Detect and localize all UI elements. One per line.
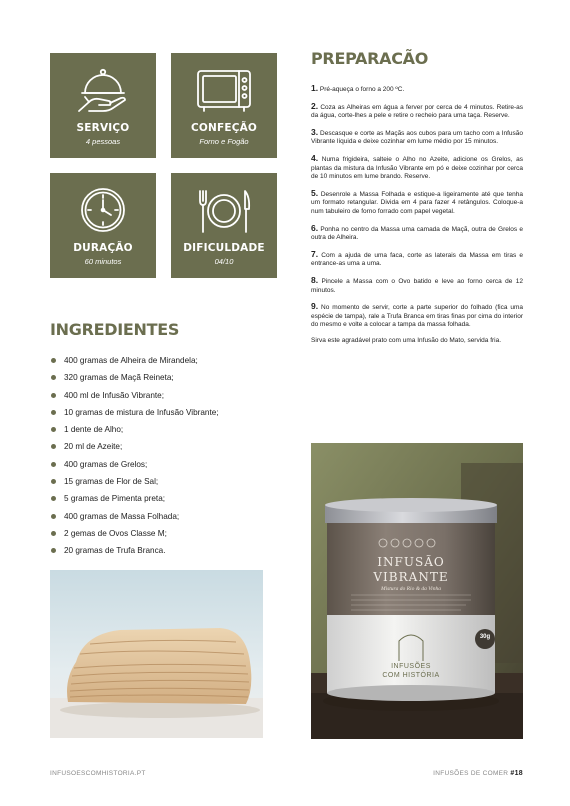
step-text: Coza as Alheiras em água a ferver por cerca de 4 minutos. Retire-as da água, corte-lhes a pele e retire o recheio para uma taça. Reserve. [311, 103, 523, 120]
step-paragraph [311, 128, 523, 147]
serving-cloche-icon [50, 65, 156, 117]
ingredients-list [50, 352, 270, 560]
tin-name-line1: INFUSÃO [377, 555, 445, 569]
step-paragraph [311, 302, 523, 330]
list-item: 400 gramas de Grelos; [50, 456, 270, 473]
list-item: 320 gramas de Maçã Reineta; [50, 369, 270, 386]
preparation-steps [311, 84, 523, 352]
step-text: No momento de servir, corte a parte superior do folhado (fica uma espécie de tampa), rale a Trufa Branca em tiras finas por cima do interior do mesmo e volte a colocar a tampa da massa folhada. [311, 304, 523, 329]
step-text: Pincele a Massa com o Ovo batido e leve ao forno cerca de 12 minutos. [311, 277, 523, 294]
list-item: 20 gramas de Trufa Branca. [50, 542, 270, 559]
footer-website: INFUSOESCOMHISTORIA.PT [50, 770, 146, 777]
microwave-oven-icon [171, 65, 277, 117]
list-item: 400 ml de Infusão Vibrante; [50, 387, 270, 404]
footer-page-number: #18 [510, 770, 523, 777]
step-text: Ponha no centro da Massa uma camada de Maçã, outra de Grelos e outra de Alheira. [311, 225, 524, 242]
tile-title: SERVIÇO [76, 122, 130, 134]
step-text: Descasque e corte as Maçãs aos cubos para um tacho com a Infusão Vibrante líquida e deixe cozinhar em lume médio por 15 minutos. [311, 129, 523, 146]
step-number: 7. [311, 248, 319, 259]
product-tin-photo [311, 443, 523, 739]
tile-subtitle: Forno e Fogão [199, 137, 249, 146]
step-paragraph [311, 250, 523, 269]
tin-weight: 30g [479, 634, 491, 640]
step-paragraph [311, 224, 523, 243]
clock-icon [50, 185, 156, 237]
step-paragraph [311, 84, 523, 95]
puff-pastry-photo [50, 570, 263, 738]
step-number: 1. [311, 83, 319, 93]
tin-name-line2: VIBRANTE [373, 570, 449, 584]
step-paragraph [311, 154, 523, 182]
preparation-heading: PREPARACÃO [311, 49, 429, 68]
list-item: 20 ml de Azeite; [50, 438, 270, 455]
list-item: 15 gramas de Flor de Sal; [50, 473, 270, 490]
step-text: Com a ajuda de uma faca, corte as laterais da Massa em tiras e entrance-as uma a uma. [311, 251, 523, 268]
closing-text: Sirva este agradável prato com uma Infusão do Mato, servida fria. [311, 336, 502, 344]
step-number: 8. [311, 274, 319, 285]
step-number: 6. [311, 222, 319, 233]
plate-cutlery-icon [171, 185, 277, 237]
step-number: 3. [311, 126, 319, 137]
step-paragraph [311, 276, 523, 295]
step-number: 2. [311, 100, 319, 111]
step-text: Desenrole a Massa Folhada e estique-a ligeiramente até que tenha um formato retangular. Divida em 4 para fazer 4 retângulos. Coloque-a num tabuleiro de forno forrado com papel vegetal. [311, 190, 523, 215]
list-item: 5 gramas de Pimenta preta; [50, 490, 270, 507]
step-text: Pré-aqueça o forno a 200 ºC. [319, 86, 405, 93]
tile-title: DIFICULDADE [183, 242, 265, 254]
tin-subtitle: Mistura do Rio & da Vinha [381, 586, 441, 592]
list-item: 10 gramas de mistura de Infusão Vibrante; [50, 404, 270, 421]
tile-subtitle: 4 pessoas [85, 137, 121, 146]
footer-section-name: INFUSÕES DE COMER [433, 770, 509, 777]
tin-brand-line2: COM HISTÓRIA [382, 672, 440, 679]
ingredients-heading: INGREDIENTES [50, 320, 180, 339]
tile-dificuldade [171, 173, 277, 278]
step-text: Numa frigideira, salteie o Alho no Azeite, adicione os Grelos, as plantas da mistura da Infusão Vibrante em pó e deixe cozinhar por cerca de 10 minutos em lume brando. Reserve. [311, 155, 523, 181]
tile-servico [50, 53, 156, 158]
tile-title: CONFEÇÃO [190, 122, 258, 134]
tile-subtitle: 60 minutos [84, 257, 122, 266]
tin-brand-line1: INFUSÕES [391, 663, 431, 670]
list-item: 2 gemas de Ovos Classe M; [50, 525, 270, 542]
footer-page-label [433, 770, 523, 777]
tile-subtitle: 04/10 [214, 257, 234, 266]
list-item: 1 dente de Alho; [50, 421, 270, 438]
step-number: 5. [311, 187, 319, 198]
step-number: 9. [311, 301, 319, 312]
list-item: 400 gramas de Alheira de Mirandela; [50, 352, 270, 369]
tile-duracao [50, 173, 156, 278]
step-paragraph [311, 189, 523, 217]
list-item: 400 gramas de Massa Folhada; [50, 508, 270, 525]
step-number: 4. [311, 152, 319, 163]
step-paragraph [311, 102, 523, 121]
tile-confecao [171, 53, 277, 158]
tile-title: DURAÇÃO [73, 242, 133, 254]
